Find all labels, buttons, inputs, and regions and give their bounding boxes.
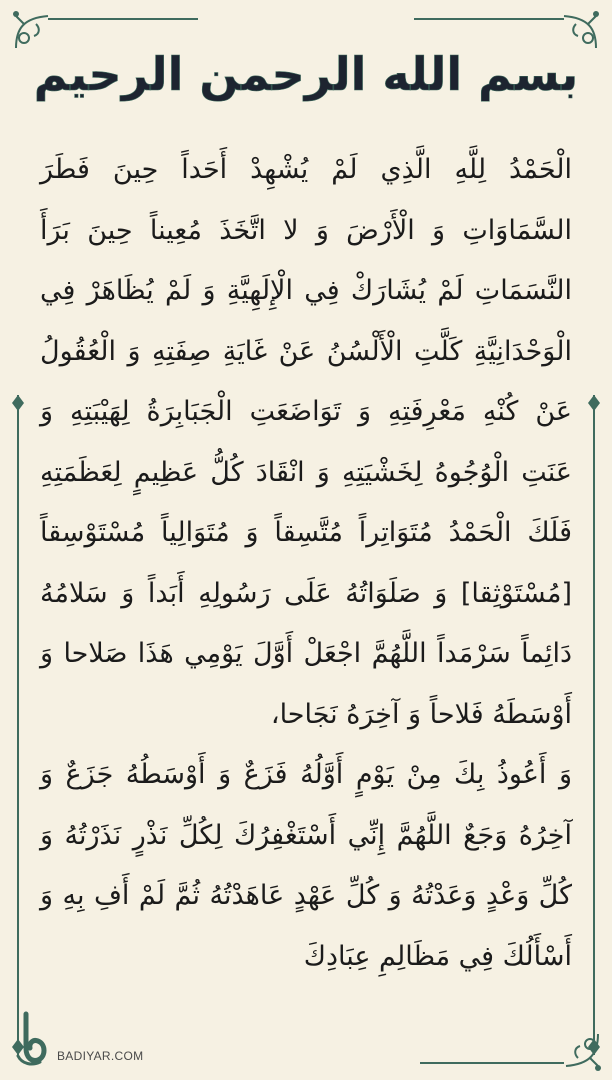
prayer-paragraph-1: الْحَمْدُ لِلَّهِ الَّذِي لَمْ يُشْهِدْ أَحَداً حِينَ فَطَرَ السَّمَاوَاتِ وَ الْأَرْضَ وَ لا اتَّخَذَ مُعِيناً حِينَ بَرَأَ النَّسَمَاتِ لَمْ يُشَارَكْ فِي الْإِلَهِيَّةِ وَ لَمْ يُظَاهَرْ فِي الْوَحْدَانِيَّةِ كَلَّتِ الْأَلْسُنُ عَنْ غَايَةِ صِفَتِهِ وَ الْعُقُولُ عَنْ كُنْهِ مَعْرِفَتِهِ وَ تَوَاضَعَتِ الْجَبَابِرَةُ لِهَيْبَتِهِ وَ عَنَتِ الْوُجُوهُ لِخَشْيَتِهِ وَ انْقَادَ كُلُّ عَظِيمٍ لِعَظَمَتِهِ فَلَكَ الْحَمْدُ مُتَوَاتِراً مُتَّسِقاً وَ مُتَوَالِياً مُسْتَوْسِقاً [مُسْتَوْثِقا] وَ صَلَوَاتُهُ عَلَى رَسُولِهِ أَبَداً وَ سَلامُهُ دَائِماً سَرْمَداً اللَّهُمَّ اجْعَلْ أَوَّلَ يَوْمِي هَذَا صَلاحا وَ أَوْسَطَهُ فَلاحاً وَ آخِرَهُ نَجَاحا، [40,154,572,730]
basmala-calligraphy [33,18,579,118]
site-name[interactable]: BADIYAR.COM [57,1049,144,1063]
prayer-text-block [40,140,572,987]
side-ornament-right [587,395,601,1055]
prayer-paragraph-2: وَ أَعُوذُ بِكَ مِنْ يَوْمٍ أَوَّلُهُ فَزَعٌ وَ أَوْسَطُهُ جَزَعٌ وَ آخِرُهُ وَجَعٌ اللَّهُمَّ إِنِّي أَسْتَغْفِرُكَ لِكُلِّ نَذْرٍ نَذَرْتُهُ وَ كُلِّ وَعْدٍ وَعَدْتُهُ وَ كُلِّ عَهْدٍ عَاهَدْتُهُ ثُمَّ لَمْ أَفِ بِهِ وَ أَسْأَلُكَ فِي مَظَالِمِ عِبَادِكَ [40,759,572,972]
basmala-text: بسم الله الرحمن الرحيم [33,47,579,101]
side-ornament-left [11,395,25,1055]
badiyar-logo-icon [14,1012,48,1066]
bottom-frame-line [420,1062,564,1064]
